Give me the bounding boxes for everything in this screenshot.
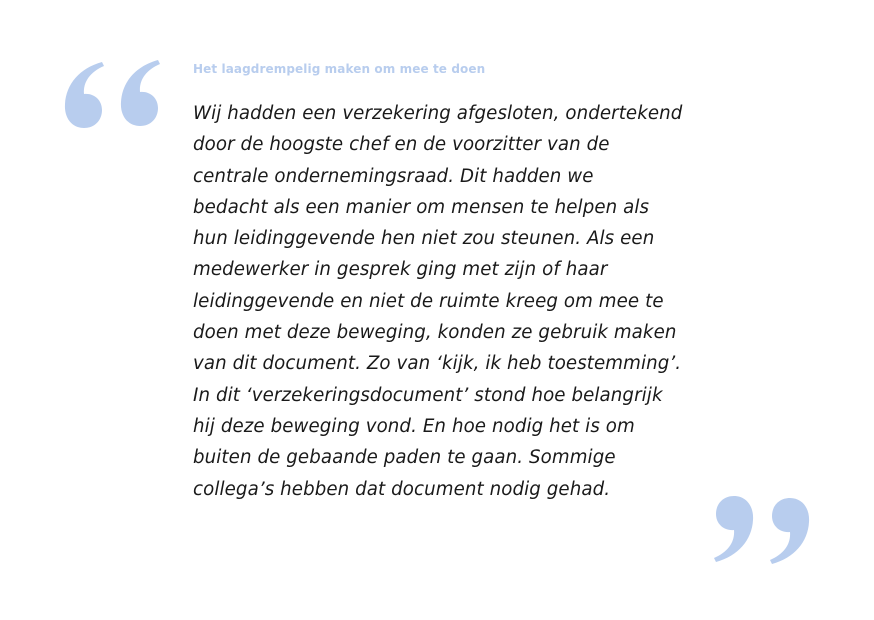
quote-line: hij deze beweging vond. En hoe nodig het is om xyxy=(193,415,635,437)
quote-line: medewerker in gesprek ging met zijn of haar xyxy=(193,259,608,281)
quote-line: In dit ‘verzekeringsdocument’ stond hoe belangrijk xyxy=(193,384,663,406)
quote-line: Wij hadden een verzekering afgesloten, ondertekend xyxy=(193,103,683,124)
quote-text xyxy=(193,98,693,505)
quote-line: collega’s hebben dat document nodig gehad. xyxy=(193,478,611,500)
quote-line: leidinggevende en niet de ruimte kreeg om mee te xyxy=(193,290,664,312)
closing-quote-icon xyxy=(712,492,814,566)
quote-line: van dit document. Zo van ‘kijk, ik heb toestemming’. xyxy=(193,353,682,375)
quote-line: bedacht als een manier om mensen te helpen als xyxy=(193,196,650,218)
quote-line: doen met deze beweging, konden ze gebruik maken xyxy=(193,322,677,344)
quote-line: centrale ondernemingsraad. Dit hadden we xyxy=(193,165,594,187)
quote-line: buiten de gebaande paden te gaan. Sommige xyxy=(193,447,616,469)
quote-line: hun leidinggevende hen niet zou steunen. Als een xyxy=(193,228,655,250)
quote-line: door de hoogste chef en de voorzitter van de xyxy=(193,134,610,156)
quote-subtitle: Het laagdrempelig maken om mee te doen xyxy=(193,62,486,76)
opening-quote-icon xyxy=(62,58,164,132)
